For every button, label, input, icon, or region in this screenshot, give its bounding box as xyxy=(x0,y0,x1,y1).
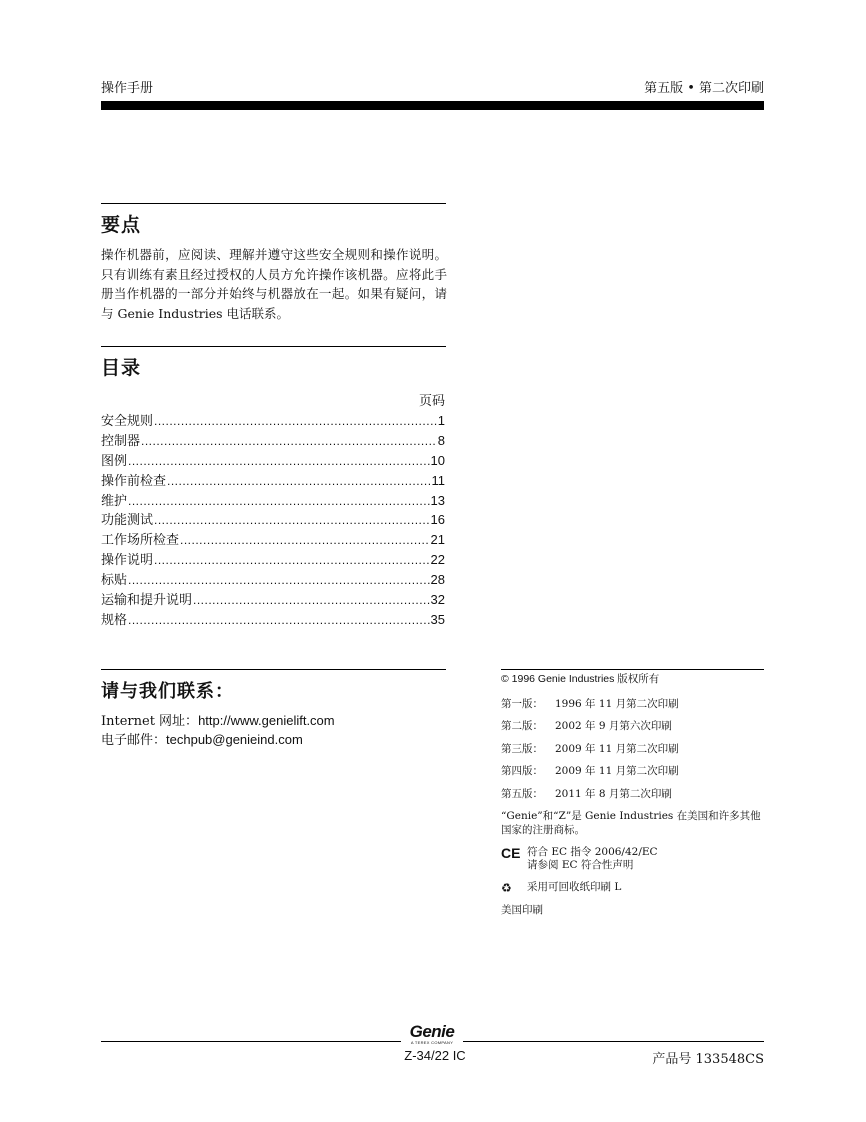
toc-item-title: 运输和提升说明 xyxy=(101,593,193,609)
section-rule xyxy=(101,203,446,204)
toc-item-page: 28 xyxy=(430,572,445,588)
contact-info xyxy=(101,712,335,750)
toc-item-page: 22 xyxy=(430,552,445,568)
toc-item-page: 1 xyxy=(437,413,445,428)
toc-item-title: 功能测试 xyxy=(101,513,154,529)
toc-item-title: 维护 xyxy=(101,493,128,509)
edition-row xyxy=(501,715,764,738)
toc-leader xyxy=(128,613,430,627)
printed-in: 美国印刷 xyxy=(501,903,543,916)
highlights-title: 要点 xyxy=(101,214,142,236)
header-bar xyxy=(101,101,764,110)
footer-rule xyxy=(101,1041,401,1042)
toc-leader xyxy=(128,454,430,468)
copyright-block xyxy=(501,673,764,917)
manual-title: 操作手册 xyxy=(101,81,154,96)
edition-text: 2009 年 11 月第二次印刷 xyxy=(555,742,679,755)
toc-item-title: 控制器 xyxy=(101,433,141,449)
toc-item-page: 21 xyxy=(430,532,445,548)
toc-item[interactable] xyxy=(101,450,445,470)
internet-label: Internet 网址： xyxy=(101,714,199,729)
toc-item[interactable] xyxy=(101,470,445,490)
email-link[interactable]: techpub@genieind.com xyxy=(166,732,303,747)
genie-logo xyxy=(402,1023,462,1045)
toc-item-title: 操作说明 xyxy=(101,553,154,569)
toc-item-page: 16 xyxy=(430,512,445,528)
part-number: 产品号 133548CS xyxy=(652,1052,764,1067)
toc-item-title: 标贴 xyxy=(101,573,128,589)
toc-leader xyxy=(154,553,430,567)
toc-item[interactable] xyxy=(101,509,445,529)
edition-text: 1996 年 11 月第二次印刷 xyxy=(555,697,679,710)
recycled-paper xyxy=(501,881,764,895)
section-rule xyxy=(501,669,764,670)
toc-item-title: 规格 xyxy=(101,612,128,628)
ce-compliance xyxy=(501,846,764,872)
edition-row xyxy=(501,782,764,805)
toc-item[interactable] xyxy=(101,549,445,569)
toc-item[interactable] xyxy=(101,589,445,609)
toc-item[interactable] xyxy=(101,410,445,430)
website-link[interactable]: http://www.genielift.com xyxy=(198,713,335,728)
section-rule xyxy=(101,669,446,670)
logo-tagline: A TEREX COMPANY xyxy=(410,1040,454,1045)
toc-item-page: 8 xyxy=(437,432,445,448)
edition-label: 第五版 • 第二次印刷 xyxy=(644,81,764,96)
toc-item[interactable] xyxy=(101,430,445,450)
toc-leader xyxy=(167,474,430,488)
toc-item-title: 安全规则 xyxy=(101,414,154,429)
footer-rule xyxy=(463,1041,764,1042)
toc-page-header: 页码 xyxy=(418,394,445,409)
highlights-body: 操作机器前，应阅读、理解并遵守这些安全规则和操作说明。只有训练有素且经过授权的人员方允许操作该机器。应将此手册当作机器的一部分并始终与机器放在一起。如果有疑问，请与 Genie Industries 电话联系。 xyxy=(101,247,447,321)
trademark-notice: “Genie”和“Z”是 Genie Industries 在美国和许多其他国家的注册商标。 xyxy=(501,809,761,836)
toc-item-page: 35 xyxy=(430,611,445,627)
edition-text: 2011 年 8 月第二次印刷 xyxy=(555,787,672,800)
logo-wordmark: Genie xyxy=(409,1022,455,1041)
toc-item[interactable] xyxy=(101,609,445,629)
toc-item-page: 11 xyxy=(431,472,445,488)
edition-label: 第二版： xyxy=(501,720,543,733)
toc-leader xyxy=(154,414,437,428)
ce-mark-icon: CE xyxy=(501,844,521,861)
toc-title: 目录 xyxy=(101,357,142,379)
toc-leader xyxy=(180,533,430,547)
toc-item-title: 图例 xyxy=(101,453,128,469)
edition-row xyxy=(501,760,764,783)
toc-leader xyxy=(193,593,430,607)
toc-item[interactable] xyxy=(101,529,445,549)
recycle-text: 采用可回收纸印刷 L xyxy=(527,880,622,893)
toc-leader xyxy=(154,513,430,527)
edition-label: 第四版： xyxy=(501,765,543,778)
toc-leader xyxy=(128,494,430,508)
toc-item[interactable] xyxy=(101,569,445,589)
toc-list xyxy=(101,410,445,629)
toc-item-page: 32 xyxy=(430,592,445,608)
toc-item-title: 操作前检查 xyxy=(101,473,167,489)
toc-item[interactable] xyxy=(101,490,445,510)
toc-item-page: 13 xyxy=(430,492,445,508)
edition-label: 第三版： xyxy=(501,742,543,755)
contact-title: 请与我们联系： xyxy=(101,681,234,702)
section-rule xyxy=(101,346,446,347)
edition-row xyxy=(501,692,764,715)
email-label: 电子邮件： xyxy=(101,733,167,748)
edition-text: 2002 年 9 月第六次印刷 xyxy=(555,720,672,733)
edition-label: 第一版： xyxy=(501,697,543,710)
edition-text: 2009 年 11 月第二次印刷 xyxy=(555,765,679,778)
toc-leader xyxy=(128,573,430,587)
ce-line: 请参阅 EC 符合性声明 xyxy=(527,858,634,871)
copyright-line: © 1996 Genie Industries 版权所有 xyxy=(501,673,660,685)
toc-item-title: 工作场所检查 xyxy=(101,533,180,549)
toc-leader xyxy=(141,434,437,448)
toc-item-page: 10 xyxy=(430,452,445,468)
recycle-icon: ♻ xyxy=(501,880,512,895)
edition-label: 第五版： xyxy=(501,787,543,800)
edition-row xyxy=(501,737,764,760)
ce-line: 符合 EC 指令 2006/42/EC xyxy=(527,845,658,858)
model-number: Z-34/22 IC xyxy=(404,1048,466,1063)
